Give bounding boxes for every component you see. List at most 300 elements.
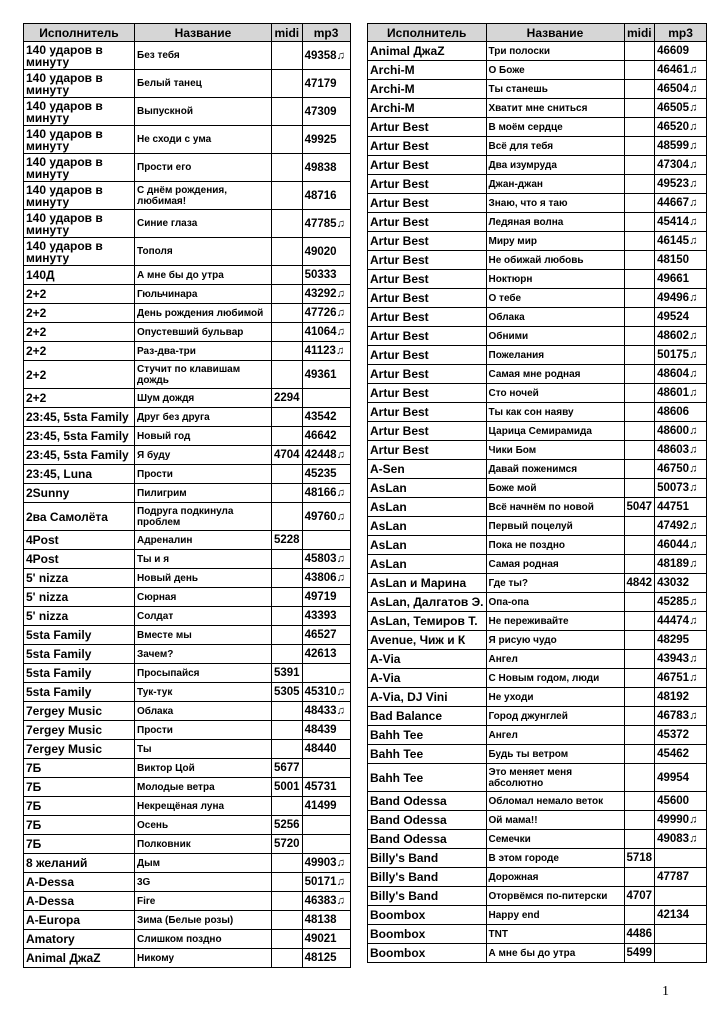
midi-cell: [272, 873, 303, 892]
title-cell: Не сходи с ума: [135, 126, 272, 154]
mp3-cell: [655, 612, 707, 631]
music-note-icon: ♫: [689, 672, 698, 684]
header-artist: Исполнитель: [368, 24, 487, 42]
mp3-number: 48125: [304, 952, 337, 964]
artist-cell: Artur Best: [368, 213, 487, 232]
artist-cell: 23:45, 5sta Family: [24, 446, 135, 465]
table-row: [368, 612, 707, 631]
mp3-number: 48138: [304, 914, 337, 926]
mp3-cell: [655, 251, 707, 270]
mp3-number: 43292: [304, 288, 337, 300]
title-cell: Сюрная: [135, 588, 272, 607]
artist-cell: Archi-M: [368, 80, 487, 99]
mp3-number: 46642: [304, 430, 337, 442]
mp3-cell: [302, 702, 350, 721]
midi-cell: [624, 479, 655, 498]
table-row: [368, 764, 707, 792]
midi-cell: [624, 830, 655, 849]
music-note-icon: ♫: [689, 387, 698, 399]
midi-cell: [624, 270, 655, 289]
music-note-icon: ♫: [689, 425, 698, 437]
mp3-cell: [655, 536, 707, 555]
artist-cell: Artur Best: [368, 251, 487, 270]
table-row: [24, 98, 351, 126]
mp3-cell: [302, 503, 350, 531]
page-number: 1: [662, 984, 669, 999]
mp3-cell: [655, 906, 707, 925]
title-cell: TNT: [486, 925, 624, 944]
artist-cell: 140 ударов в минуту: [24, 182, 135, 210]
title-cell: Полковник: [135, 835, 272, 854]
title-cell: Слишком поздно: [135, 930, 272, 949]
mp3-number: 48192: [657, 691, 690, 703]
title-cell: Прости его: [135, 154, 272, 182]
mp3-cell: [302, 759, 350, 778]
artist-cell: 5sta Family: [24, 645, 135, 664]
midi-cell: [624, 460, 655, 479]
midi-cell: [272, 210, 303, 238]
artist-cell: 2+2: [24, 304, 135, 323]
mp3-number: 49523: [657, 178, 690, 190]
table-row: [368, 61, 707, 80]
table-row: [368, 460, 707, 479]
header-mp3: mp3: [302, 24, 350, 42]
title-cell: Выпускной: [135, 98, 272, 126]
title-cell: Дым: [135, 854, 272, 873]
mp3-cell: [302, 930, 350, 949]
mp3-number: 43806: [304, 572, 337, 584]
mp3-cell: [302, 531, 350, 550]
mp3-number: 50171: [304, 876, 337, 888]
artist-cell: Animal ДжаZ: [368, 42, 487, 61]
music-note-icon: ♫: [336, 686, 345, 698]
midi-cell: [624, 384, 655, 403]
mp3-cell: [302, 126, 350, 154]
midi-cell: [272, 304, 303, 323]
midi-cell: [624, 194, 655, 213]
artist-cell: 4Post: [24, 531, 135, 550]
artist-cell: A-Dessa: [24, 892, 135, 911]
midi-cell: 5677: [272, 759, 303, 778]
mp3-cell: [302, 550, 350, 569]
table-row: [368, 555, 707, 574]
midi-cell: [272, 569, 303, 588]
title-cell: О тебе: [486, 289, 624, 308]
mp3-number: 46783: [657, 710, 690, 722]
mp3-cell: [655, 517, 707, 536]
artist-cell: 8 желаний: [24, 854, 135, 873]
mp3-cell: [302, 484, 350, 503]
mp3-cell: [655, 479, 707, 498]
midi-cell: [624, 156, 655, 175]
artist-cell: AsLan, Темиров Т.: [368, 612, 487, 631]
music-note-icon: ♫: [689, 463, 698, 475]
title-cell: Это меняет меня абсолютно: [486, 764, 624, 792]
table-row: [368, 925, 707, 944]
title-cell: Хватит мне сниться: [486, 99, 624, 118]
mp3-cell: [655, 574, 707, 593]
title-cell: Обними: [486, 327, 624, 346]
artist-cell: Boombox: [368, 944, 487, 963]
mp3-number: 46145: [657, 235, 690, 247]
music-note-icon: ♫: [689, 539, 698, 551]
mp3-cell: [655, 669, 707, 688]
midi-cell: [624, 669, 655, 688]
header-midi: midi: [272, 24, 303, 42]
midi-cell: [272, 930, 303, 949]
mp3-number: 48603: [657, 444, 690, 456]
midi-cell: [272, 70, 303, 98]
mp3-cell: [302, 361, 350, 389]
title-cell: О Боже: [486, 61, 624, 80]
table-row: [24, 154, 351, 182]
artist-cell: Archi-M: [368, 61, 487, 80]
mp3-cell: [302, 873, 350, 892]
table-row: [24, 323, 351, 342]
mp3-cell: [302, 816, 350, 835]
music-note-icon: ♫: [689, 368, 698, 380]
mp3-cell: [655, 745, 707, 764]
table-row: [368, 289, 707, 308]
artist-cell: 2Sunny: [24, 484, 135, 503]
midi-cell: 5305: [272, 683, 303, 702]
mp3-number: 47492: [657, 520, 690, 532]
title-cell: Новый год: [135, 427, 272, 446]
mp3-number: 48604: [657, 368, 690, 380]
title-cell: Ты и я: [135, 550, 272, 569]
header-title: Название: [486, 24, 624, 42]
artist-cell: 5' nizza: [24, 569, 135, 588]
mp3-number: 45235: [304, 468, 337, 480]
artist-cell: 5' nizza: [24, 607, 135, 626]
table-row: [368, 270, 707, 289]
header-artist: Исполнитель: [24, 24, 135, 42]
title-cell: Чики Бом: [486, 441, 624, 460]
music-note-icon: ♫: [336, 217, 345, 230]
artist-cell: 2+2: [24, 285, 135, 304]
title-cell: Первый поцелуй: [486, 517, 624, 536]
table-row: [24, 550, 351, 569]
table-row: [24, 778, 351, 797]
mp3-number: 46461: [657, 64, 690, 76]
title-cell: А мне бы до утра: [135, 266, 272, 285]
midi-cell: [624, 764, 655, 792]
table-row: [24, 42, 351, 70]
music-note-icon: ♫: [336, 876, 345, 888]
table-row: [24, 721, 351, 740]
table-row: [24, 389, 351, 408]
table-row: [368, 99, 707, 118]
midi-cell: 5718: [624, 849, 655, 868]
mp3-cell: [655, 792, 707, 811]
header-midi: midi: [624, 24, 655, 42]
mp3-number: 49925: [304, 133, 337, 146]
mp3-cell: [655, 925, 707, 944]
mp3-number: 48189: [657, 558, 690, 570]
mp3-number: 46505: [657, 102, 690, 114]
artist-cell: Artur Best: [368, 175, 487, 194]
midi-cell: 5720: [272, 835, 303, 854]
mp3-number: 47304: [657, 159, 690, 171]
mp3-number: 43393: [304, 610, 337, 622]
table-row: [368, 42, 707, 61]
title-cell: Ты станешь: [486, 80, 624, 99]
artist-cell: A-Europa: [24, 911, 135, 930]
table-row: [24, 285, 351, 304]
table-row: [368, 80, 707, 99]
title-cell: Не обижай любовь: [486, 251, 624, 270]
midi-cell: [272, 126, 303, 154]
table-row: [368, 593, 707, 612]
artist-cell: 7Б: [24, 797, 135, 816]
artist-cell: A-Via, DJ Vini: [368, 688, 487, 707]
mp3-number: 43943: [657, 653, 690, 665]
mp3-number: 49021: [304, 933, 337, 945]
artist-cell: Billy's Band: [368, 887, 487, 906]
artist-cell: 7ergey Music: [24, 702, 135, 721]
table-row: [368, 868, 707, 887]
title-cell: Не уходи: [486, 688, 624, 707]
midi-cell: [272, 588, 303, 607]
mp3-cell: [655, 327, 707, 346]
mp3-cell: [302, 892, 350, 911]
table-row: [24, 503, 351, 531]
table-row: [24, 210, 351, 238]
title-cell: Прости: [135, 721, 272, 740]
mp3-number: 48440: [304, 743, 337, 755]
midi-cell: [624, 631, 655, 650]
title-cell: Виктор Цой: [135, 759, 272, 778]
mp3-cell: [302, 238, 350, 266]
song-table-right: [367, 23, 707, 963]
mp3-cell: [655, 384, 707, 403]
midi-cell: 4486: [624, 925, 655, 944]
music-note-icon: ♫: [689, 121, 698, 133]
music-note-icon: ♫: [689, 140, 698, 152]
artist-cell: 140 ударов в минуту: [24, 238, 135, 266]
table-row: [24, 531, 351, 550]
table-row: [368, 479, 707, 498]
title-cell: Два изумруда: [486, 156, 624, 175]
midi-cell: [624, 688, 655, 707]
mp3-number: 46609: [657, 45, 690, 57]
title-cell: Опустевший бульвар: [135, 323, 272, 342]
midi-cell: [272, 797, 303, 816]
music-note-icon: ♫: [336, 705, 345, 717]
mp3-number: 46751: [657, 672, 690, 684]
title-cell: Ноктюрн: [486, 270, 624, 289]
mp3-cell: [302, 664, 350, 683]
midi-cell: 4704: [272, 446, 303, 465]
midi-cell: [624, 726, 655, 745]
table-row: [24, 446, 351, 465]
table-row: [24, 408, 351, 427]
table-row: [368, 726, 707, 745]
midi-cell: [624, 441, 655, 460]
title-cell: Пока не поздно: [486, 536, 624, 555]
midi-cell: [624, 118, 655, 137]
artist-cell: Artur Best: [368, 365, 487, 384]
table-row: [24, 873, 351, 892]
table-row: [368, 118, 707, 137]
midi-cell: [272, 626, 303, 645]
mp3-cell: [302, 607, 350, 626]
mp3-cell: [302, 304, 350, 323]
midi-cell: [624, 906, 655, 925]
mp3-cell: [655, 118, 707, 137]
mp3-number: 44474: [657, 615, 690, 627]
artist-cell: Artur Best: [368, 118, 487, 137]
table-row: [24, 427, 351, 446]
mp3-cell: [302, 210, 350, 238]
mp3-number: 48439: [304, 724, 337, 736]
artist-cell: A-Dessa: [24, 873, 135, 892]
mp3-number: 47785: [304, 217, 337, 230]
midi-cell: [272, 182, 303, 210]
mp3-cell: [302, 70, 350, 98]
mp3-number: 48600: [657, 425, 690, 437]
table-row: [368, 574, 707, 593]
artist-cell: 140 ударов в минуту: [24, 42, 135, 70]
mp3-cell: [655, 650, 707, 669]
table-row: [368, 308, 707, 327]
mp3-number: 42134: [657, 909, 690, 921]
midi-cell: [272, 702, 303, 721]
artist-cell: 23:45, 5sta Family: [24, 408, 135, 427]
mp3-number: 49903: [304, 857, 337, 869]
midi-cell: 5047: [624, 498, 655, 517]
title-cell: Ты как сон наяву: [486, 403, 624, 422]
title-cell: День рождения любимой: [135, 304, 272, 323]
midi-cell: [272, 154, 303, 182]
title-cell: Некрещёная луна: [135, 797, 272, 816]
mp3-cell: [302, 569, 350, 588]
mp3-cell: [302, 797, 350, 816]
table-row: [24, 304, 351, 323]
title-cell: Самая мне родная: [486, 365, 624, 384]
mp3-cell: [302, 645, 350, 664]
title-cell: Пожелания: [486, 346, 624, 365]
midi-cell: [272, 98, 303, 126]
mp3-cell: [655, 232, 707, 251]
midi-cell: [272, 484, 303, 503]
artist-cell: Artur Best: [368, 137, 487, 156]
midi-cell: [624, 213, 655, 232]
music-note-icon: ♫: [689, 520, 698, 532]
artist-cell: Bad Balance: [368, 707, 487, 726]
midi-cell: [272, 323, 303, 342]
title-cell: С днём рождения, любимая!: [135, 182, 272, 210]
midi-cell: [624, 327, 655, 346]
midi-cell: [624, 137, 655, 156]
title-cell: Тополя: [135, 238, 272, 266]
table-row: [24, 70, 351, 98]
music-note-icon: ♫: [689, 349, 698, 361]
midi-cell: [624, 536, 655, 555]
artist-cell: 140Д: [24, 266, 135, 285]
artist-cell: Amatory: [24, 930, 135, 949]
mp3-cell: [655, 593, 707, 612]
midi-cell: [624, 42, 655, 61]
table-row: [368, 517, 707, 536]
mp3-number: 48716: [304, 189, 337, 202]
mp3-cell: [655, 137, 707, 156]
artist-cell: Bahh Tee: [368, 745, 487, 764]
title-cell: Три полоски: [486, 42, 624, 61]
title-cell: Облака: [486, 308, 624, 327]
midi-cell: [624, 792, 655, 811]
mp3-number: 42448: [304, 449, 337, 461]
mp3-number: 49838: [304, 161, 337, 174]
artist-cell: A-Sen: [368, 460, 487, 479]
table-row: [368, 175, 707, 194]
table-row: [24, 588, 351, 607]
midi-cell: [272, 607, 303, 626]
artist-cell: Billy's Band: [368, 868, 487, 887]
mp3-cell: [302, 154, 350, 182]
table-row: [368, 669, 707, 688]
title-cell: Давай поженимся: [486, 460, 624, 479]
artist-cell: 5' nizza: [24, 588, 135, 607]
music-note-icon: ♫: [689, 64, 698, 76]
music-note-icon: ♫: [689, 102, 698, 114]
midi-cell: [624, 650, 655, 669]
midi-cell: [272, 854, 303, 873]
table-row: [24, 126, 351, 154]
title-cell: Гюльчинара: [135, 285, 272, 304]
artist-cell: 2+2: [24, 323, 135, 342]
music-note-icon: ♫: [336, 449, 345, 461]
table-row: [368, 137, 707, 156]
midi-cell: [624, 422, 655, 441]
mp3-number: 46527: [304, 629, 337, 641]
title-cell: Где ты?: [486, 574, 624, 593]
artist-cell: 7Б: [24, 816, 135, 835]
midi-cell: 5001: [272, 778, 303, 797]
artist-cell: 7ergey Music: [24, 721, 135, 740]
midi-cell: [624, 403, 655, 422]
mp3-number: 47179: [304, 77, 337, 90]
table-row: [368, 906, 707, 925]
mp3-cell: [302, 408, 350, 427]
title-cell: Ангел: [486, 650, 624, 669]
midi-cell: [624, 612, 655, 631]
midi-cell: [624, 593, 655, 612]
table-row: [24, 664, 351, 683]
mp3-number: 49760: [304, 510, 337, 523]
music-note-icon: ♫: [689, 216, 698, 228]
mp3-number: 48602: [657, 330, 690, 342]
mp3-number: 46504: [657, 83, 690, 95]
title-cell: Опа-опа: [486, 593, 624, 612]
title-cell: С Новым годом, люди: [486, 669, 624, 688]
midi-cell: [624, 232, 655, 251]
title-cell: Джан-джан: [486, 175, 624, 194]
artist-cell: 140 ударов в минуту: [24, 210, 135, 238]
title-cell: В этом городе: [486, 849, 624, 868]
table-row: [368, 422, 707, 441]
mp3-number: 48166: [304, 487, 337, 499]
table-row: [368, 251, 707, 270]
title-cell: Будь ты ветром: [486, 745, 624, 764]
artist-cell: Artur Best: [368, 194, 487, 213]
midi-cell: 5499: [624, 944, 655, 963]
mp3-cell: [302, 266, 350, 285]
header-mp3: mp3: [655, 24, 707, 42]
music-note-icon: ♫: [336, 487, 345, 499]
artist-cell: AsLan: [368, 536, 487, 555]
mp3-cell: [655, 631, 707, 650]
